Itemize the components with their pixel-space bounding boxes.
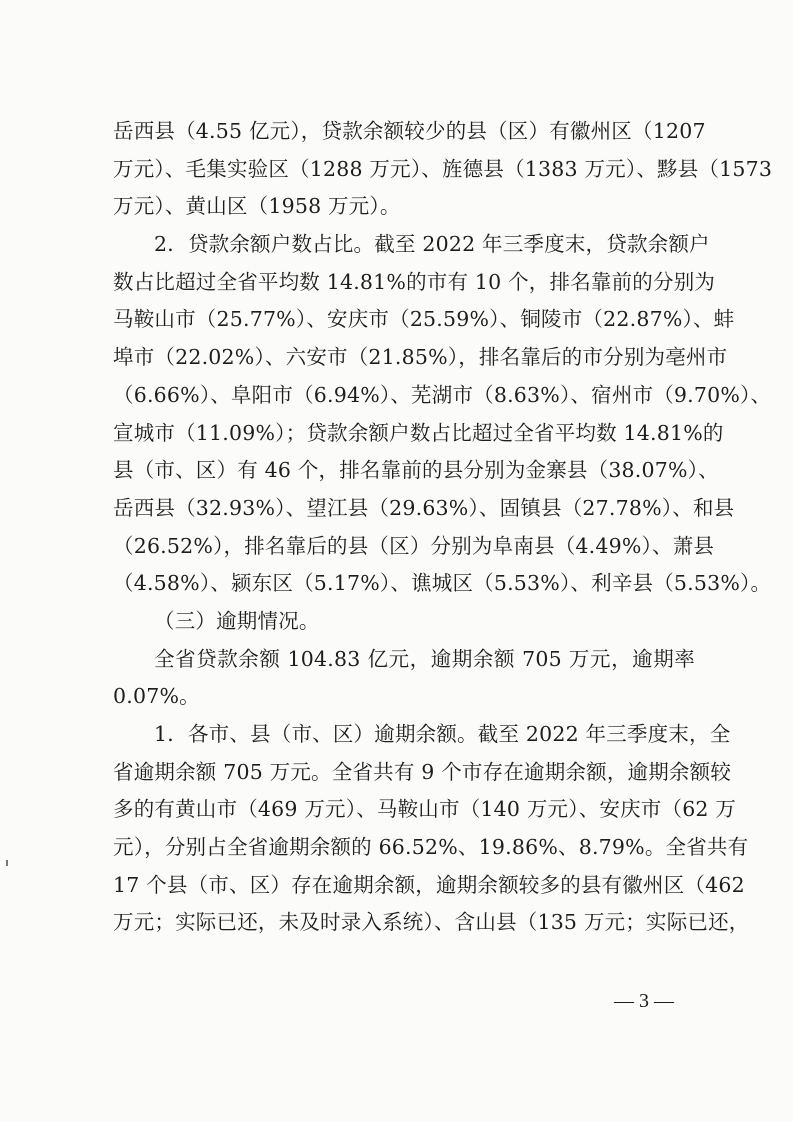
body-line: 省逾期余额 705 万元。全省共有 9 个市存在逾期余额，逾期余额较: [113, 759, 732, 784]
page-number: — 3 —: [614, 990, 674, 1012]
body-line: 县（市、区）有 46 个，排名靠前的县分别为金寨县（38.07%）、: [113, 458, 719, 483]
body-line: 马鞍山市（25.77%）、安庆市（25.59%）、铜陵市（22.87%）、蚌: [113, 307, 735, 332]
body-line: 万元）、毛集实验区（1288 万元）、旌德县（1383 万元）、黟县（1573: [113, 156, 773, 181]
body-line: （6.66%）、阜阳市（6.94%）、芜湖市（8.63%）、宿州市（9.70%）、: [113, 382, 772, 407]
body-line: 2．贷款余额户数占比。截至 2022 年三季度末，贷款余额户: [154, 232, 710, 257]
body-line: 万元）、黄山区（1958 万元）。: [113, 194, 401, 219]
body-line: 数占比超过全省平均数 14.81%的市有 10 个，排名靠前的分别为: [113, 269, 716, 294]
body-line: 全省贷款余额 104.83 亿元，逾期余额 705 万元，逾期率: [154, 646, 695, 671]
body-line: （4.58%）、颍东区（5.17%）、谯城区（5.53%）、利辛县（5.53%）。: [113, 571, 772, 596]
binding-mark: [6, 860, 8, 866]
body-line: 岳西县（4.55 亿元），贷款余额较少的县（区）有徽州区（1207: [113, 119, 706, 143]
body-line: 埠市（22.02%）、六安市（21.85%），排名靠后的市分别为亳州市: [113, 345, 728, 370]
body-line: （26.52%），排名靠后的县（区）分别为阜南县（4.49%）、萧县: [113, 533, 715, 558]
body-line: 万元；实际已还，未及时录入系统）、含山县（135 万元；实际已还，: [113, 910, 750, 935]
body-line: 岳西县（32.93%）、望江县（29.63%）、固镇县（27.78%）、和县: [113, 495, 735, 520]
body-line: 0.07%。: [113, 684, 200, 709]
body-line: 元），分别占全省逾期余额的 66.52%、19.86%、8.79%。全省共有: [113, 835, 749, 860]
section-heading: （三）逾期情况。: [154, 608, 320, 633]
body-line: 宣城市（11.09%）；贷款余额户数占比超过全省平均数 14.81%的: [113, 420, 724, 445]
body-line: 多的有黄山市（469 万元）、马鞍山市（140 万元）、安庆市（62 万: [113, 797, 737, 822]
body-line: 17 个县（市、区）存在逾期余额，逾期余额较多的县有徽州区（462: [113, 872, 745, 897]
document-body: [113, 113, 773, 942]
body-line: 1．各市、县（市、区）逾期余额。截至 2022 年三季度末，全: [154, 722, 731, 746]
